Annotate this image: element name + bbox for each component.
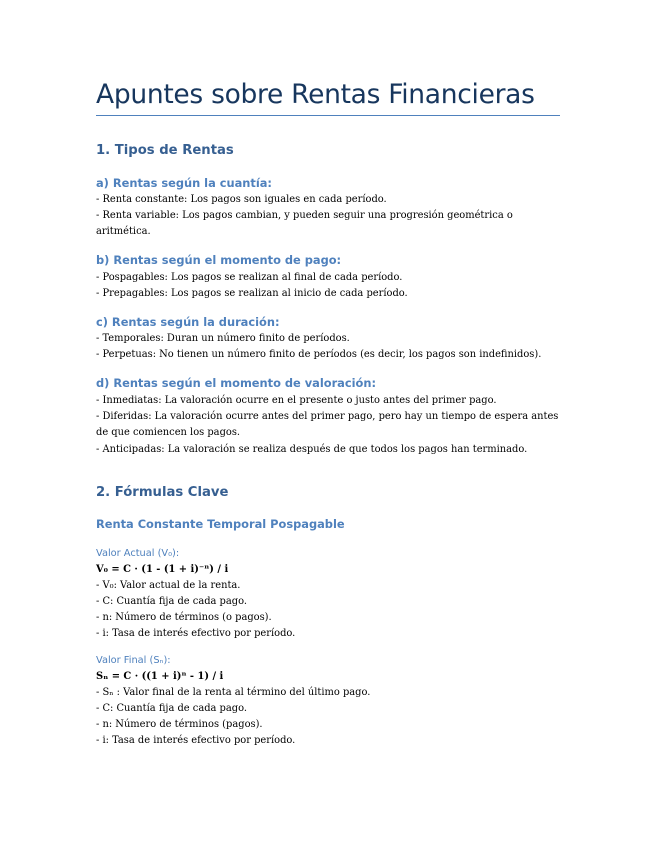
section-heading-formulas-clave: 2. Fórmulas Clave	[96, 485, 229, 500]
page-title: Apuntes sobre Rentas Financieras	[96, 79, 535, 110]
subheading-valor-actual: Valor Actual (V₀):	[96, 548, 180, 559]
list-item: - Renta variable: Los pagos cambian, y pueden seguir una progresión geométrica o aritmética.	[96, 210, 513, 238]
list-item: - Renta constante: Los pagos son iguales en cada período.	[96, 194, 387, 205]
list-item: - C: Cuantía fija de cada pago.	[96, 703, 247, 714]
list-item: - Pospagables: Los pagos se realizan al final de cada período.	[96, 272, 403, 283]
list-item: - i: Tasa de interés efectivo por período.	[96, 628, 296, 639]
list-item: - n: Número de términos (pagos).	[96, 719, 263, 730]
formula-valor-actual: V₀ = C · (1 - (1 + i)⁻ⁿ) / i	[96, 564, 229, 575]
list-item: - V₀: Valor actual de la renta.	[96, 580, 241, 591]
list-item: - Sₙ : Valor final de la renta al término del último pago.	[96, 687, 371, 698]
list-item: - Perpetuas: No tienen un número finito de períodos (es decir, los pagos son indefinidos).	[96, 349, 542, 360]
subheading-valor-final: Valor Final (Sₙ):	[96, 655, 171, 666]
list-item: - i: Tasa de interés efectivo por período.	[96, 735, 296, 746]
subheading-renta-constante: Renta Constante Temporal Pospagable	[96, 517, 345, 531]
list-item: - Inmediatas: La valoración ocurre en el presente o justo antes del primer pago.	[96, 395, 497, 406]
title-underline	[96, 115, 560, 116]
list-item: - Anticipadas: La valoración se realiza después de que todos los pagos han terminado.	[96, 444, 528, 455]
list-item: - Diferidas: La valoración ocurre antes del primer pago, pero hay un tiempo de espera antes de que comiencen los pagos.	[96, 411, 559, 439]
subheading-momento-pago: b) Rentas según el momento de pago:	[96, 253, 342, 267]
subheading-duracion: c) Rentas según la duración:	[96, 315, 280, 329]
list-item: - n: Número de términos (o pagos).	[96, 612, 272, 623]
subheading-cuantia: a) Rentas según la cuantía:	[96, 176, 272, 190]
list-item: - Temporales: Duran un número finito de períodos.	[96, 333, 350, 344]
section-heading-tipos-de-rentas: 1. Tipos de Rentas	[96, 143, 234, 158]
list-item: - C: Cuantía fija de cada pago.	[96, 596, 247, 607]
formula-valor-final: Sₙ = C · ((1 + i)ⁿ - 1) / i	[96, 671, 224, 682]
subheading-momento-valoracion: d) Rentas según el momento de valoración:	[96, 376, 377, 390]
list-item: - Prepagables: Los pagos se realizan al inicio de cada período.	[96, 288, 408, 299]
